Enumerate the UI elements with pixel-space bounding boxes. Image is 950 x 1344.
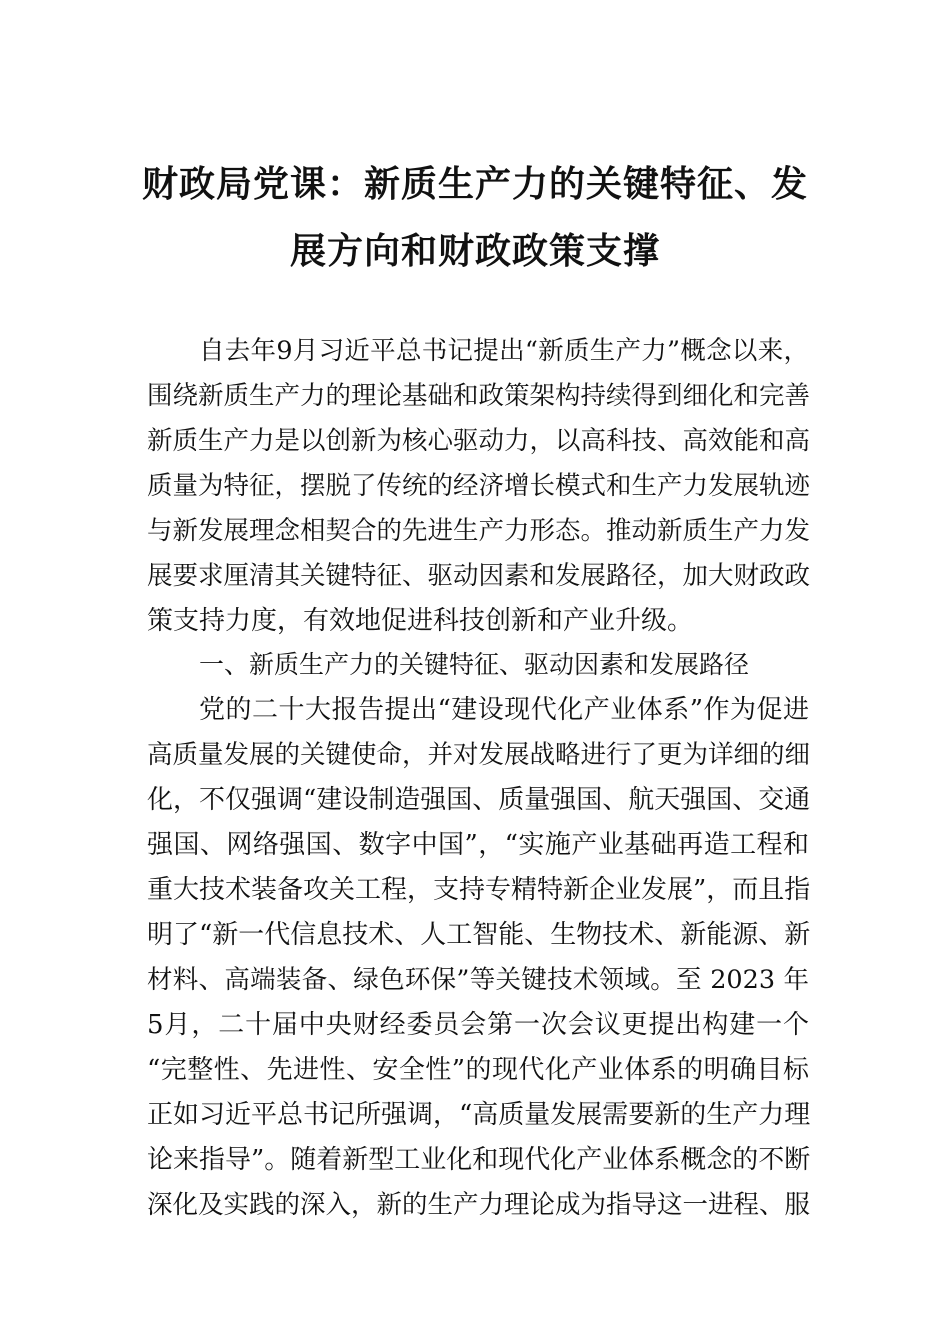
- paragraph-1-line: 展要求厘清其关键特征、驱动因素和发展路径，加大财政政: [147, 561, 811, 591]
- paragraph-1-line: 围绕新质生产力的理论基础和政策架构持续得到细化和完善: [147, 381, 811, 411]
- paragraph-2-line: 论来指导”。随着新型工业化和现代化产业体系概念的不断: [147, 1145, 811, 1175]
- paragraph-2-line: 党的二十大报告提出“建设现代化产业体系”作为促进: [199, 695, 809, 725]
- paragraph-2-line: “完整性、先进性、安全性”的现代化产业体系的明确目标: [147, 1055, 809, 1085]
- paragraph-2-line: 重大技术装备攻关工程，支持专精特新企业发展”，而且指: [147, 875, 811, 905]
- section-heading: 一、新质生产力的关键特征、驱动因素和发展路径: [199, 650, 750, 679]
- paragraph-2-line: 高质量发展的关键使命，并对发展战略进行了更为详细的细: [147, 740, 811, 770]
- paragraph-1-line: 新质生产力是以创新为核心驱动力，以高科技、高效能和高: [147, 426, 811, 456]
- document-title-line-2: 展方向和财政政策支撑: [289, 231, 660, 272]
- paragraph-2-line: 强国、网络强国、数字中国”，“实施产业基础再造工程和: [147, 830, 809, 860]
- paragraph-1-line: 与新发展理念相契合的先进生产力形态。推动新质生产力发: [147, 516, 811, 546]
- document-title-line-1: 财政局党课：新质生产力的关键特征、发: [141, 164, 808, 205]
- paragraph-2-line: 化，不仅强调“建设制造强国、质量强国、航天强国、交通: [147, 785, 811, 815]
- paragraph-2-line: 明了“新一代信息技术、人工智能、生物技术、新能源、新: [147, 920, 811, 950]
- paragraph-1-line: 自去年9月习近平总书记提出“新质生产力”概念以来，: [199, 336, 809, 366]
- paragraph-1-line: 策支持力度，有效地促进科技创新和产业升级。: [147, 606, 694, 636]
- paragraph-1-line: 质量为特征，摆脱了传统的经济增长模式和生产力发展轨迹: [147, 471, 811, 501]
- paragraph-2-line: 5月，二十届中央财经委员会第一次会议更提出构建一个: [147, 1010, 809, 1040]
- paragraph-2-line: 材料、高端装备、绿色环保”等关键技术领域。至 2023 年: [147, 965, 809, 995]
- paragraph-2-line: 正如习近平总书记所强调，“高质量发展需要新的生产力理: [147, 1100, 811, 1130]
- paragraph-2-line: 深化及实践的深入，新的生产力理论成为指导这一进程、服: [147, 1190, 811, 1220]
